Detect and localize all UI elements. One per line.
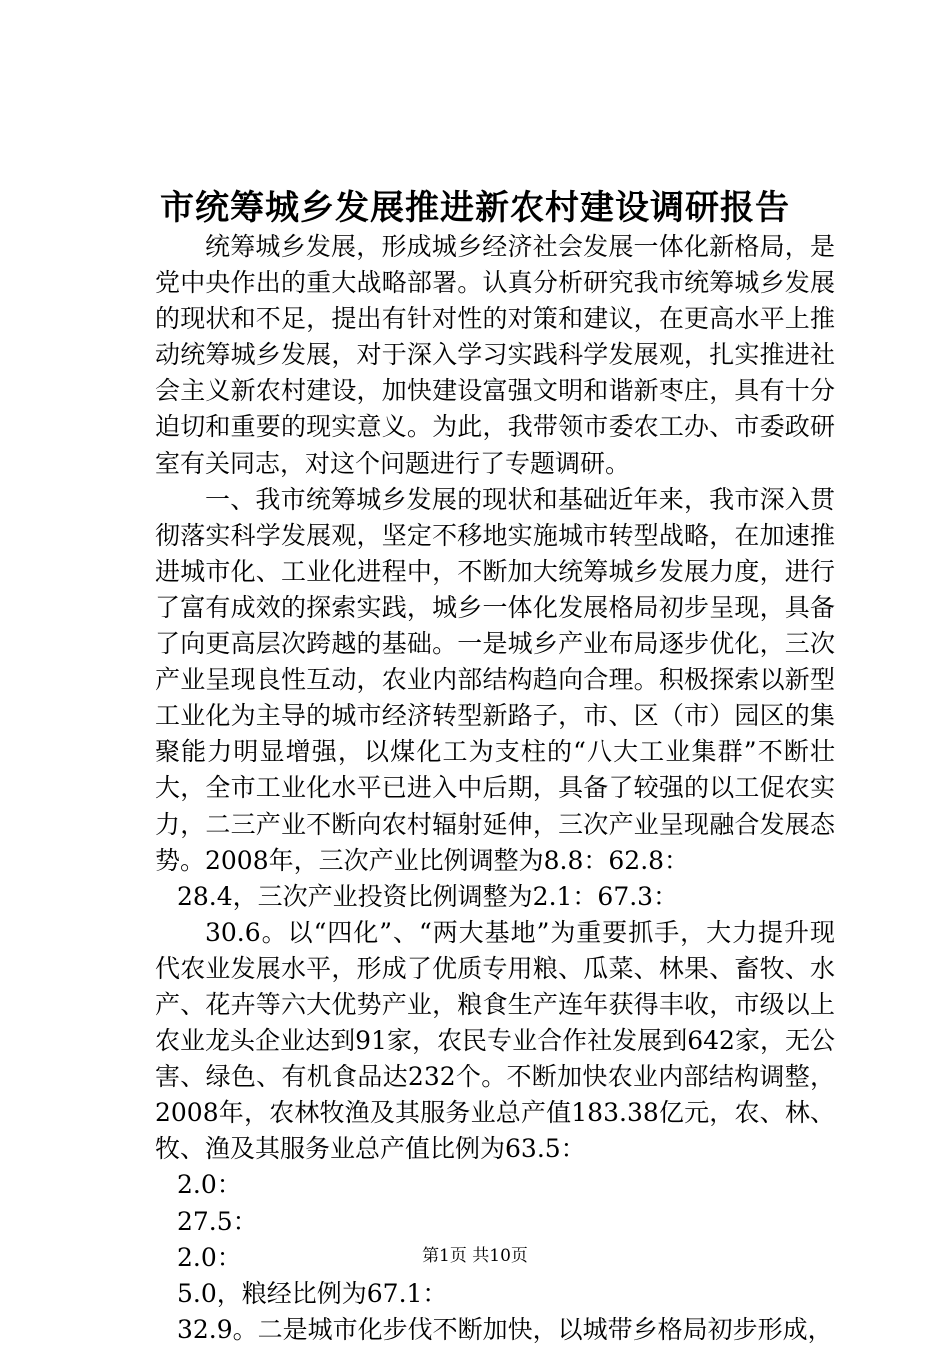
document-title: 市统筹城乡发展推进新农村建设调研报告 (160, 188, 790, 228)
paragraph-agriculture: 30.6。以“四化”、“两大基地”为重要抓手，大力提升现代农业发展水平，形成了优质专用粮、瓜菜、林果、畜牧、水产、花卉等六大优势产业，粮食生产连年获得丰收，市级以上农业龙头企业达到91家，农民专业合作社发展到642家，无公害、绿色、有机食品达232个。不断加快农业内部结构调整，2008年，农林牧渔及其服务业总产值183.38亿元，农、林、牧、渔及其服务业总产值比例为63.5： (155, 917, 835, 1164)
paragraph-section-one: 一、我市统筹城乡发展的现状和基础近年来，我市深入贯彻落实科学发展观，坚定不移地实施城市转型战略，在加速推进城市化、工业化进程中，不断加大统筹城乡发展力度，进行了富有成效的探索实践，城乡一体化发展格局初步呈现，具备了向更高层次跨越的基础。一是城乡产业布局逐步优化，三次产业呈现良性互动，农业内部结构趋向合理。积极探索以新型工业化为主导的城市经济转型新路子，市、区（市）园区的集聚能力明显增强，以煤化工为支柱的“八大工业集群”不断壮大，全市工业化水平已进入中后期，具备了较强的以工促农实力，二三产业不断向农村辐射延伸，三次产业呈现融合发展态势。2008年，三次产业比例调整为8.8：62.8： (155, 484, 835, 875)
ratio-line: 32.9。二是城市化步伐不断加快，以城带乡格局初步形成， (177, 1314, 833, 1344)
ratio-line: 27.5： (177, 1206, 258, 1236)
ratio-line: 28.4，三次产业投资比例调整为2.1：67.3： (177, 881, 679, 911)
page-footer: 第1页 共10页 (422, 1246, 528, 1266)
paragraph-intro: 统筹城乡发展，形成城乡经济社会发展一体化新格局，是党中央作出的重大战略部署。认真分析研究我市统筹城乡发展的现状和不足，提出有针对性的对策和建议，在更高水平上推动统筹城乡发展，对于深入学习实践科学发展观，扎实推进社会主义新农村建设，加快建设富强文明和谐新枣庄，具有十分迫切和重要的现实意义。为此，我带领市委农工办、市委政研室有关同志，对这个问题进行了专题调研。 (155, 232, 835, 478)
ratio-line: 5.0，粮经比例为67.1： (177, 1278, 448, 1308)
ratio-line: 2.0： (177, 1242, 242, 1272)
document-body (155, 229, 835, 1348)
ratio-line: 2.0： (177, 1170, 242, 1200)
